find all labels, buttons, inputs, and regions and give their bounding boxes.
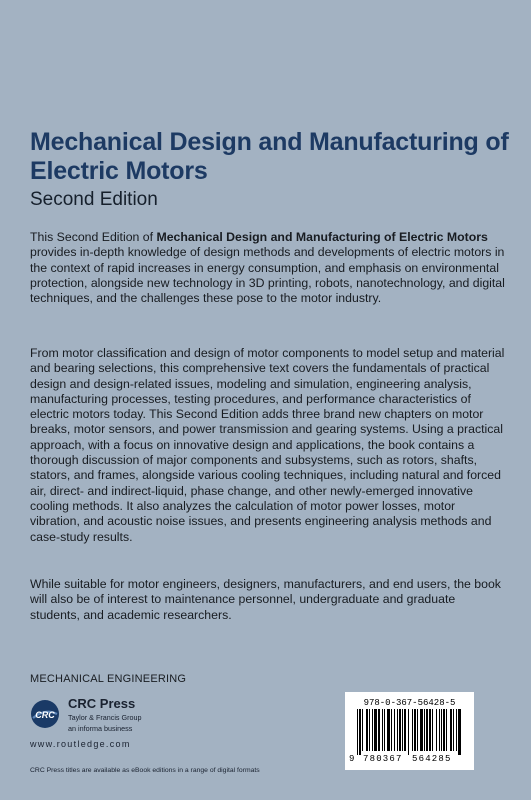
publisher-tagline: an informa business [68,724,133,733]
publisher-block [30,696,270,756]
barcode-bar [414,709,416,751]
barcode-bar [378,709,380,751]
isbn-barcode [345,692,474,770]
barcode-bar [420,709,423,751]
barcode-bar [424,709,425,751]
publisher-name: CRC Press [68,696,136,711]
barcode-bar [382,709,383,751]
barcode-bar [446,709,447,751]
publisher-website: www.routledge.com [30,739,131,749]
blurb-paragraph-2: From motor classification and design of motor components to model setup and material and bearing selections, this comprehensive text covers the fundamentals of practical design and design-related issues, modeling and simulation, engineering analysis, manufacturing processes, testing procedures, and performance characteristics of electric motors today. This Second Edition adds three brand new chapters on motor breaks, motor sensors, and power transmission and gearing systems. Using a practical approach, with a focus on innovative design and applications, the book contains a thorough discussion of major components and subsystems, such as rotors, shafts, stators, and frames, alongside various cooling techniques, including natural and forced air, direct- and indirect-liquid, phase change, and other newly-emerged innovative cooling methods. It also analyzes the calculation of motor power losses, motor vibration, and acoustic noise issues, and presents engineering analysis methods and case-study results. [30,346,505,544]
barcode-bar [417,709,418,751]
barcode-bar [366,709,368,751]
barcode-bars [357,709,463,755]
barcode-bar [453,709,454,751]
barcode-bar [439,709,440,751]
crc-logo-text: CRC [35,710,55,720]
blurb-paragraph-1 [30,230,508,306]
barcode-bar [372,709,373,751]
isbn-number: 978-0-367-56428-5 [363,698,456,708]
barcode-bar [458,709,461,755]
barcode-bar [387,709,390,751]
barcode-bar [357,709,358,755]
barcode-bar [362,709,363,751]
barcode-bar [436,709,437,751]
barcode-bar [404,709,406,751]
barcode-bar [397,709,398,751]
crc-press-logo-icon [30,699,60,729]
barcode-bar [374,709,377,751]
barcode-bar [429,709,431,751]
ebook-availability-note: CRC Press titles are available as eBook editions in a range of digital formats [30,767,260,774]
book-title: Mechanical Design and Manufacturing of Electric Motors [30,128,509,185]
blurb-p1-body: provides in-depth knowledge of design methods and developments of electric motors in the context of rapid increases in energy consumption, and emphasis on environmental protection, alongside new technology in 3D printing, robots, nanotechnology, and digital techniques, and the challenges these pose to the motor industry. [30,245,505,306]
barcode-bar [456,709,457,751]
barcode-bar [369,709,370,751]
barcode-digit-lead: 9 [349,754,355,764]
blurb-paragraph-3: While suitable for motor engineers, designers, manufacturers, and end users, the book will also be of interest to maintenance personnel, undergraduate and graduate students, and academic researchers. [30,577,501,622]
barcode-bar [399,709,401,751]
barcode-bar [432,709,433,751]
subject-category: MECHANICAL ENGINEERING [30,673,187,685]
barcode-bar [426,709,428,751]
barcode-bar [412,709,413,751]
barcode-bar [443,709,445,751]
book-edition: Second Edition [30,189,158,210]
publisher-group: Taylor & Francis Group [68,713,142,722]
barcode-bar [402,709,403,751]
barcode-bar [359,709,361,755]
blurb-p1-title: Mechanical Design and Manufacturing of Electric Motors [156,230,488,244]
barcode-bar [408,709,409,755]
barcode-bar [441,709,442,751]
barcode-bar [384,709,385,751]
barcode-bar [391,709,392,751]
barcode-digits-right: 564285 [412,754,452,764]
barcode-digits-left: 780367 [363,754,403,764]
barcode-bar [394,709,395,751]
blurb-p1-intro: This Second Edition of [30,230,157,244]
barcode-bar [450,709,452,751]
